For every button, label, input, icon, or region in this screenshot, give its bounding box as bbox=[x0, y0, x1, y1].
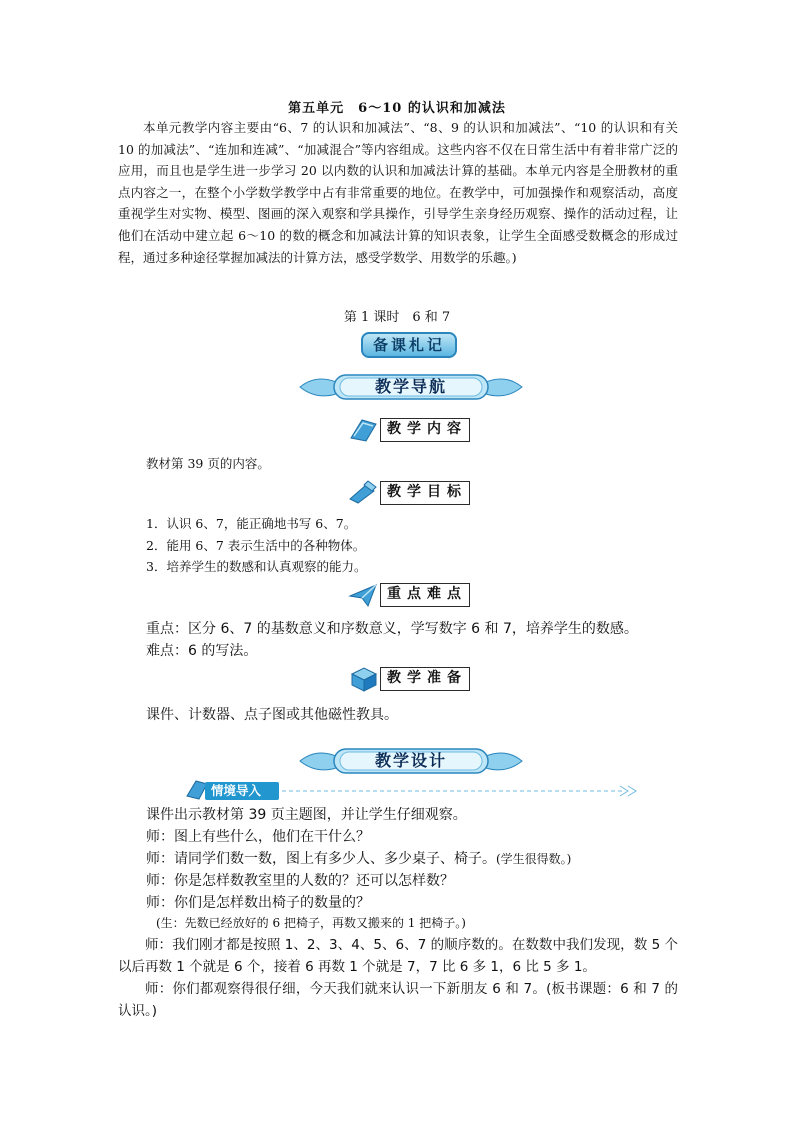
design-paragraph: 师：我们刚才都是按照 1、2、3、4、5、6、7 的顺序数的。在数数中我们发现，数 5 个以后再数 1 个就是 6 个，接着 6 再数 1 个就是 7，7 比 6 多 1，6 比 5 多 1。 bbox=[118, 937, 678, 975]
unit-title: 第五单元 6～10 的认识和加减法 bbox=[288, 101, 506, 116]
dashed-arrow-icon bbox=[282, 784, 638, 798]
design-paragraph: 师：你们都观察得很仔细，今天我们就来认识一下新朋友 6 和 7。(板书课题：6 和 7 的认识。) bbox=[118, 981, 678, 1019]
banner-label: 教学导航 bbox=[374, 377, 447, 396]
book-icon bbox=[348, 416, 378, 442]
pencil-icon bbox=[348, 479, 378, 505]
situation-intro-tag: 情境导入 bbox=[205, 782, 279, 800]
design-note: (生：先数已经放好的 6 把椅子，再数又搬来的 1 把椅子。) bbox=[156, 916, 466, 930]
design-line: 师：图上有些什么，他们在干什么？ bbox=[146, 829, 370, 845]
content-text: 教材第 39 页的内容。 bbox=[146, 456, 270, 471]
prep-text: 课件、计数器、点子图或其他磁性教具。 bbox=[146, 707, 398, 723]
cube-icon bbox=[348, 666, 378, 692]
lesson-title: 第 1 课时 6 和 7 bbox=[343, 310, 451, 325]
design-line-text: 师：请同学们数一数，图上有多少人、多少桌子、椅子。 bbox=[146, 851, 496, 867]
goal-item: 3．培养学生的数感和认真观察的能力。 bbox=[146, 559, 367, 574]
prep-notes-badge: 备课札记 bbox=[361, 332, 457, 358]
goal-item: 2．能用 6、7 表示生活中的各种物体。 bbox=[146, 538, 366, 553]
design-line: 课件出示教材第 39 页主题图，并让学生仔细观察。 bbox=[146, 807, 467, 823]
banner-teaching-design bbox=[296, 746, 526, 776]
design-line: 师：你是怎样数教室里的人数的？还可以怎样数？ bbox=[146, 873, 454, 889]
section-label-prep: 教学准备 bbox=[380, 667, 470, 691]
keypoint-text: 重点：区分 6、7 的基数意义和序数意义，学写数字 6 和 7，培养学生的数感。 bbox=[146, 621, 638, 637]
paper-plane-icon bbox=[348, 582, 378, 608]
section-label-goals: 教学目标 bbox=[380, 481, 470, 505]
design-line: 师：你们是怎样数出椅子的数量的？ bbox=[146, 895, 370, 911]
banner-label: 教学设计 bbox=[374, 751, 447, 770]
unit-intro: 本单元教学内容主要由“6、7 的认识和加减法”、“8、9 的认识和加减法”、“10 的认识和有关 10 的加减法”、“连加和连减”、“加减混合”等内容组成。这些内容不仅在日常生活中有着非常广泛的应用，而且也是学生进一步学习 20 以内数的认识和加减法计算的基础。本单元内容是全册教材的重点内容之一，在整个小学数学教学中占有非常重要的地位。在教学中，可加强操作和观察活动，高度重视学生对实物、模型、图画的深入观察和学具操作，引导学生亲身经历观察、操作的活动过程，让他们在活动中建立起 6～10 的数的概念和加减法计算的知识表象，让学生全面感受数概念的形成过程，通过多种途径掌握加减法的计算方法，感受学数学、用数学的乐趣。) bbox=[118, 120, 678, 265]
banner-teaching-guide bbox=[296, 372, 526, 402]
design-note: (学生很得数。) bbox=[496, 852, 572, 866]
difficulty-text: 难点：6 的写法。 bbox=[146, 643, 258, 659]
goal-item: 1．认识 6、7，能正确地书写 6、7。 bbox=[146, 516, 357, 531]
section-label-keypoints: 重点难点 bbox=[380, 583, 470, 607]
section-label-content: 教学内容 bbox=[380, 418, 470, 442]
design-line bbox=[146, 848, 571, 868]
